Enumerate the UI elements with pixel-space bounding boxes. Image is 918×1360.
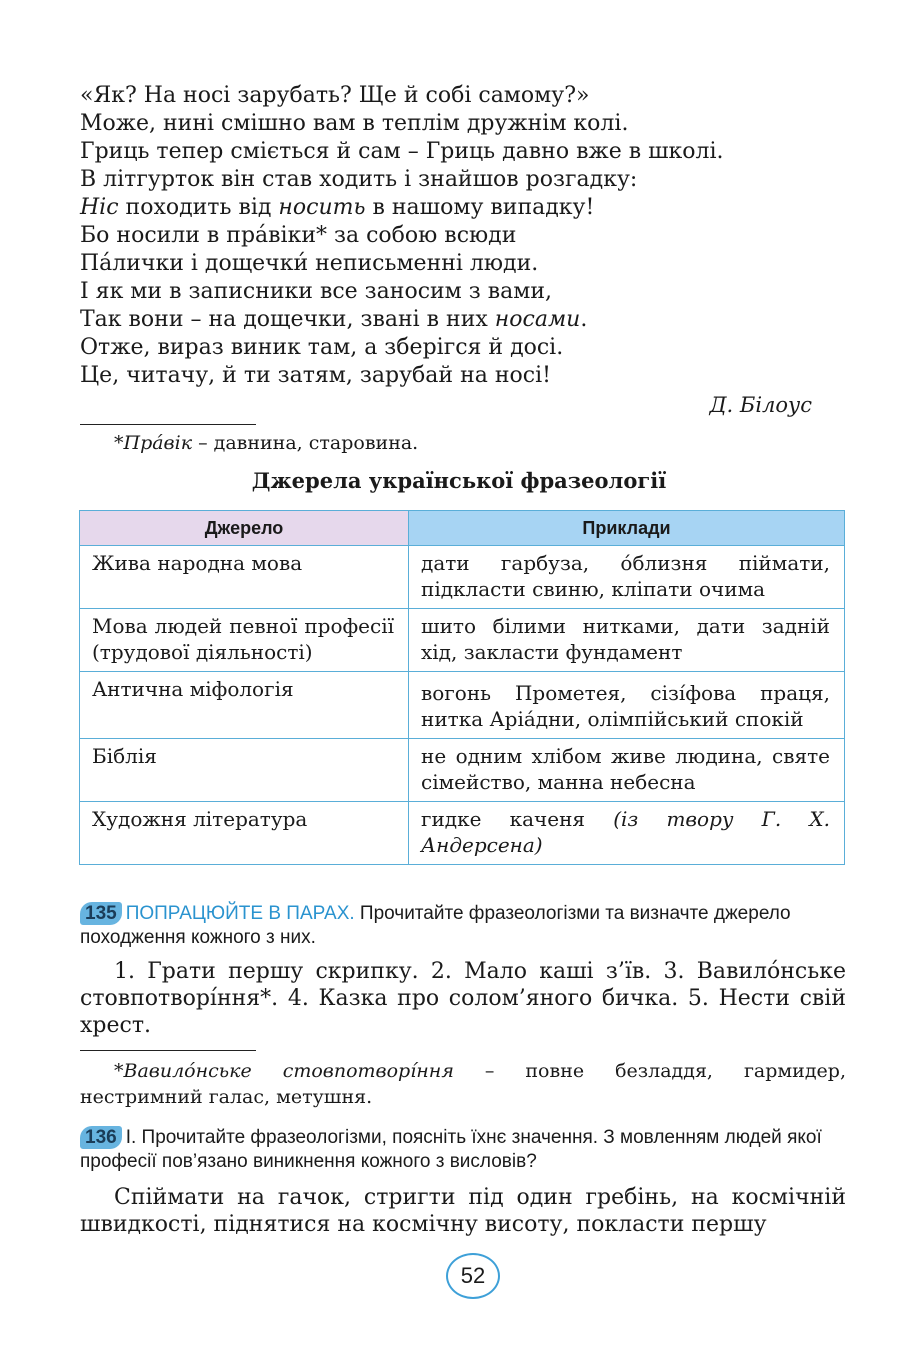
poem-text: . [580,307,588,332]
table-row [80,609,845,672]
poem-line: В літгурток він став ходить і знайшов розгадку: [80,167,638,192]
task-instructions: Прочитайте фразеологізми та визначте джерело походження кожного з них. [80,903,791,948]
table-row [80,802,845,865]
source-cell: Мова людей певної професії (трудової діяльності) [80,609,409,672]
poem-line: Бо носили в пра́віки* за собою всюди [80,223,517,248]
footnote-term: *Вавило́нське стовпотворі́ння [114,1060,454,1082]
poem-text: Так вони – на дощечки, звані в них [80,307,495,332]
task-136-content [80,1184,846,1238]
task-number-badge: 136 [80,1126,122,1149]
poem-text: походить від [118,195,279,220]
footnote-text: – давнина, старовина. [192,432,419,454]
poem [80,82,840,390]
examples-cell: шито білими нитками, дати задній хід, закласти фундамент [409,609,845,672]
task-135 [80,902,846,950]
poem-line: Може, нині смішно вам в теплім дружнім колі. [80,111,629,136]
examples-cell: вогонь Прометея, сізі́фова праця, нитка Аріа́дни, олімпійський спокій [409,672,845,739]
table-header-row [80,511,845,546]
table-title: Джерела української фразеології [251,468,667,493]
task-number-badge: 135 [80,902,122,925]
source-cell: Художня література [80,802,409,865]
table-row [80,739,845,802]
source-cell: Жива народна мова [80,546,409,609]
poem-line: Це, читачу, й ти затям, зарубай на носі! [80,363,551,388]
source-cell: Антична міфологія [80,672,409,739]
poem-line [80,306,840,334]
page-number: 52 [446,1253,500,1299]
poem-line: «Як? На носі зарубать? Ще й собі самому?» [80,83,590,108]
poem-line: І як ми в записники все заносим з вами, [80,279,553,304]
footnote-pravik [114,430,418,456]
footnote-divider [80,424,256,425]
task-content-text: 1. Грати першу скрипку. 2. Мало каші з’їв. 3. Вавило́нське стовпотворі́ння*. 4. Казка про солом’яного бичка. 5. Нести свій хрест. [80,959,846,1038]
italic-word: носить [278,195,366,220]
examples-text: гидке каченя [421,807,614,831]
poem-author: Д. Білоус [709,393,812,417]
task-instructions: І. Прочитайте фразеологізми, поясніть їхнє значення. З мовленням людей якої професії пов’язано виникнення кожного з висловів? [80,1127,822,1172]
table-row [80,546,845,609]
source-cell: Біблія [80,739,409,802]
footnote-term: *Пра́вік [114,432,193,454]
column-header-source: Джерело [80,511,409,546]
poem-line: Отже, вираз виник там, а зберігся й досі. [80,335,564,360]
examples-cell [409,802,845,865]
poem-text: в нашому випадку! [365,195,595,220]
examples-cell: дати гарбуза, о́близня піймати, підкласти свиню, кліпати очима [409,546,845,609]
footnote-divider [80,1050,256,1051]
poem-line: Гриць тепер сміється й сам – Гриць давно вже в школі. [80,139,724,164]
footnote-text: – повне безладдя, гармидер, нестримний галас, метушня. [80,1060,846,1108]
footnote-babylon [80,1058,846,1110]
column-header-examples: Приклади [409,511,845,546]
task-135-content [80,958,846,1039]
table-row [80,672,845,739]
poem-line [80,194,840,222]
italic-word: носами [494,307,581,332]
poem-line: Па́лички і дощечки́ неписьменні люди. [80,251,539,276]
examples-italic-note: (із твору Г. Х. Андерсена) [421,807,830,857]
task-content-text: Спіймати на гачок, стригти під один гребінь, на космічній швидкості, піднятися на космічну висоту, покласти першу [80,1185,846,1237]
task-136 [80,1126,846,1174]
italic-word: Ніс [80,195,119,220]
examples-cell: не одним хлібом живе людина, святе сімейство, манна небесна [409,739,845,802]
phraseology-sources-table [79,510,845,865]
task-heading: ПОПРАЦЮЙТЕ В ПАРАХ. [125,903,355,924]
